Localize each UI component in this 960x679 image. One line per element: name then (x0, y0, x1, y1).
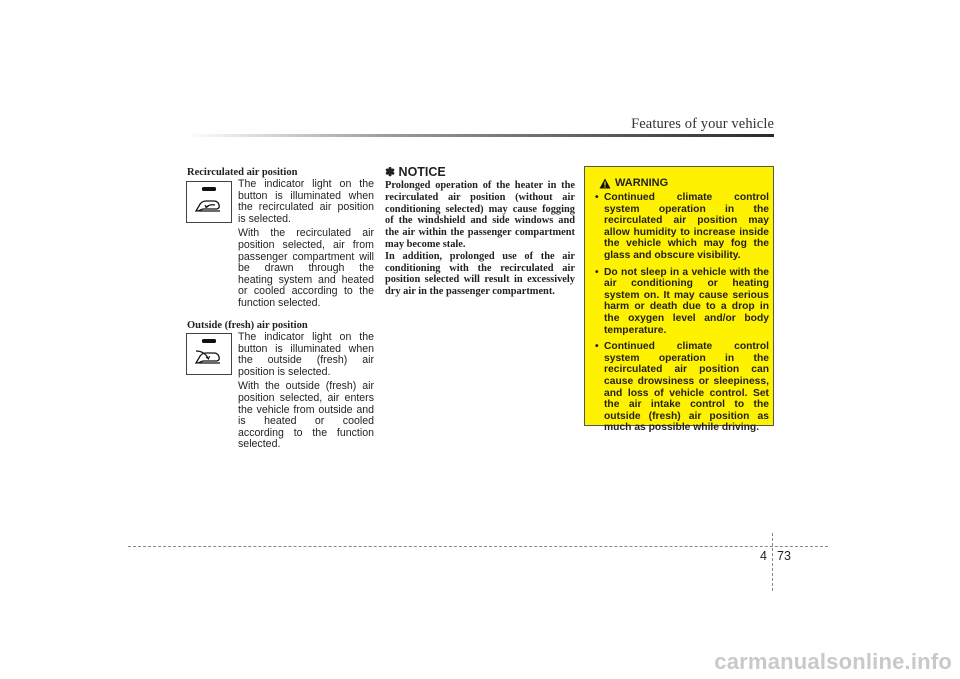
recirculated-text (238, 179, 374, 313)
header-title: Features of your vehicle (631, 116, 774, 132)
outside-heading: Outside (fresh) air position (187, 320, 308, 331)
recirculated-air-icon (186, 181, 232, 223)
recirculated-para2: With the recirculated air position selected, air from passenger compartment will be drawn through the heating system and heated or cooled according to the function selected. (238, 227, 374, 309)
notice-para2: In addition, prolonged use of the air conditioning with the recirculated air position selected will result in excessively dry air in the passenger compartment. (385, 250, 575, 298)
notice-heading-row (385, 165, 446, 179)
warning-heading-row (599, 177, 668, 189)
warning-item: • Continued climate control system operation in the recirculated air position can cause drowsiness or sleepiness, and loss of vehicle control. Set the air intake control to the outside (fresh) air position as much as possible while driving. (591, 341, 769, 434)
warning-triangle-icon (599, 178, 611, 189)
warning-box (584, 166, 774, 434)
header-rule (186, 134, 774, 137)
warning-item: • Continued climate control system operation in the recirculated air position may allow humidity to increase inside the vehicle which may fog the glass and obscure visibility. (591, 192, 769, 262)
watermark: carmanualsonline.info (714, 649, 952, 674)
warning-list (591, 192, 769, 439)
section-number: 4 (760, 549, 767, 563)
notice-para1: Prolonged operation of the heater in the recirculated air position (without air conditioning selected) may cause fogging of the windshield and side windows and the air within the passenger compartment may become stale. (385, 180, 575, 250)
recirculated-para1: The indicator light on the button is illuminated when the recirculated air position is selected. (238, 178, 374, 225)
fresh-air-icon (186, 333, 232, 375)
footer-rule (128, 546, 828, 547)
page-number: 73 (777, 549, 791, 563)
warning-heading: WARNING (615, 177, 669, 189)
warning-item: • Do not sleep in a vehicle with the air conditioning or heating system on. It may cause serious harm or death due to a drop in the oxygen level and/or body temperature. (591, 267, 769, 337)
outside-para2: With the outside (fresh) air position selected, air enters the vehicle from outside and is heated or cooled according to the function selected. (238, 380, 374, 451)
recirculated-heading: Recirculated air position (187, 167, 298, 178)
notice-star-icon: ✽ (385, 165, 396, 179)
notice-heading: NOTICE (398, 165, 446, 179)
page-divider (772, 533, 773, 591)
outside-text (238, 332, 374, 454)
outside-para1: The indicator light on the button is illuminated when the outside (fresh) air position is selected. (238, 331, 374, 378)
notice-body (385, 180, 575, 298)
